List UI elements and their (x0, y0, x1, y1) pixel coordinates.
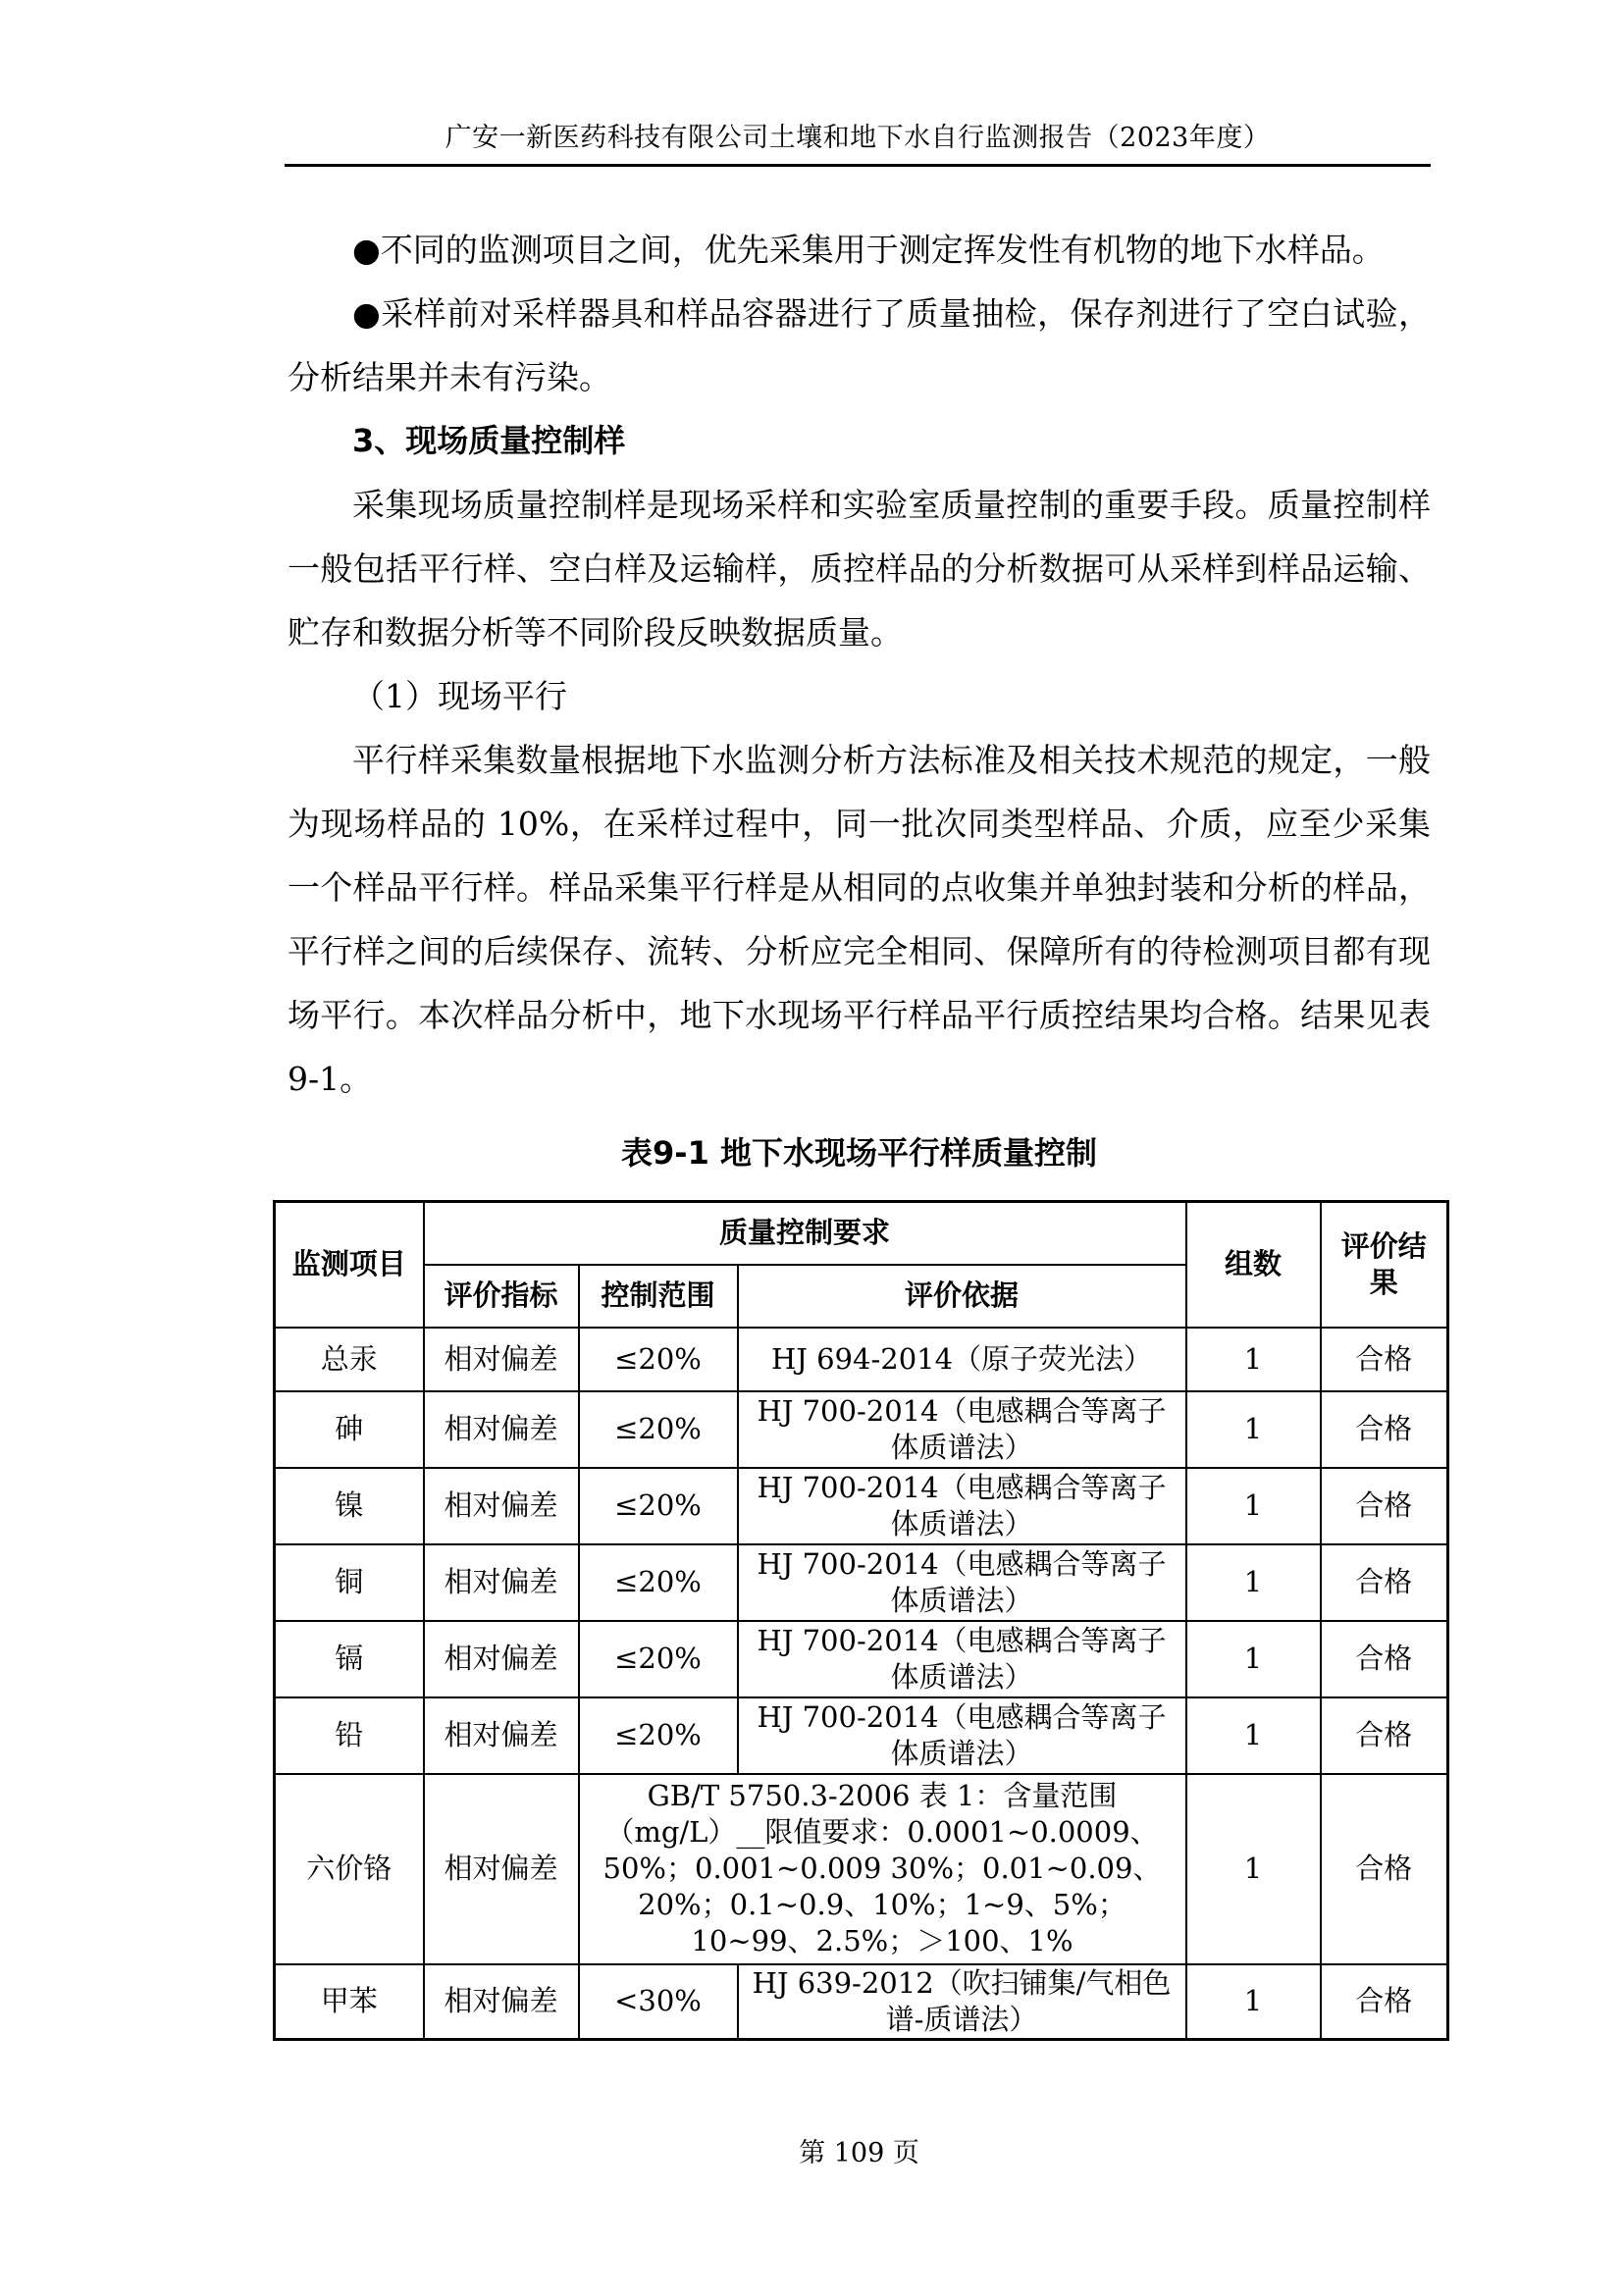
cell-range-and-basis: GB/T 5750.3-2006 表 1：含量范围（mg/L）__限值要求：0.0001~0.0009、50%；0.001~0.009 30%；0.01~0.09、20%；0.1~0.9、10%；1~9、5%；10~99、2.5%；＞100、1% (579, 1774, 1186, 1964)
cell-result: 合格 (1321, 1697, 1448, 1774)
cell-groups: 1 (1186, 1328, 1321, 1391)
header-basis: 评价依据 (738, 1265, 1186, 1328)
section-heading: 3、现场质量控制样 (352, 422, 626, 459)
cell-indicator: 相对偏差 (424, 1697, 579, 1774)
cell-indicator: 相对偏差 (424, 1774, 579, 1964)
cell-basis: HJ 700-2014（电感耦合等离子体质谱法） (738, 1544, 1186, 1621)
cell-range: ≤20% (579, 1697, 738, 1774)
cell-indicator: 相对偏差 (424, 1328, 579, 1391)
table-row (275, 1544, 1448, 1621)
bullet-paragraph-2: ●采样前对采样器具和样品容器进行了质量抽检，保存剂进行了空白试验，分析结果并未有污染。 (288, 294, 1431, 396)
cell-basis: HJ 700-2014（电感耦合等离子体质谱法） (738, 1621, 1186, 1697)
cell-basis: HJ 700-2014（电感耦合等离子体质谱法） (738, 1697, 1186, 1774)
cell-range: ≤20% (579, 1328, 738, 1391)
cell-basis: HJ 639-2012（吹扫铺集/气相色谱-质谱法） (738, 1964, 1186, 2040)
cell-result: 合格 (1321, 1468, 1448, 1544)
cell-indicator: 相对偏差 (424, 1544, 579, 1621)
table-row (275, 1468, 1448, 1544)
cell-basis: HJ 700-2014（电感耦合等离子体质谱法） (738, 1468, 1186, 1544)
cell-range: <30% (579, 1964, 738, 2040)
table-row (275, 1328, 1448, 1391)
cell-groups: 1 (1186, 1774, 1321, 1964)
table-row (275, 1621, 1448, 1697)
header-divider (285, 164, 1431, 167)
cell-result: 合格 (1321, 1621, 1448, 1697)
table-row (275, 1964, 1448, 2040)
cell-indicator: 相对偏差 (424, 1468, 579, 1544)
cell-result: 合格 (1321, 1391, 1448, 1468)
cell-item: 铜 (275, 1544, 424, 1621)
cell-groups: 1 (1186, 1621, 1321, 1697)
header-result: 评价结果 (1321, 1202, 1448, 1328)
cell-item: 总汞 (275, 1328, 424, 1391)
cell-indicator: 相对偏差 (424, 1621, 579, 1697)
page-header-title: 广安一新医药科技有限公司土壤和地下水自行监测报告（2023年度） (445, 123, 1271, 153)
cell-result: 合格 (1321, 1328, 1448, 1391)
cell-indicator: 相对偏差 (424, 1391, 579, 1468)
cell-basis: HJ 700-2014（电感耦合等离子体质谱法） (738, 1391, 1186, 1468)
cell-range: ≤20% (579, 1391, 738, 1468)
page-number: 第 109 页 (799, 2138, 919, 2168)
cell-result: 合格 (1321, 1544, 1448, 1621)
cell-groups: 1 (1186, 1697, 1321, 1774)
cell-range: ≤20% (579, 1621, 738, 1697)
cell-item: 镉 (275, 1621, 424, 1697)
cell-result: 合格 (1321, 1774, 1448, 1964)
cell-groups: 1 (1186, 1544, 1321, 1621)
cell-indicator: 相对偏差 (424, 1964, 579, 2040)
cell-item: 镍 (275, 1468, 424, 1544)
cell-item: 六价铬 (275, 1774, 424, 1964)
header-item: 监测项目 (275, 1202, 424, 1328)
header-range: 控制范围 (579, 1265, 738, 1328)
table-caption: 表9-1 地下水现场平行样质量控制 (621, 1134, 1097, 1172)
qc-table (273, 1200, 1449, 2041)
header-groups: 组数 (1186, 1202, 1321, 1328)
cell-range: ≤20% (579, 1468, 738, 1544)
table-row (275, 1774, 1448, 1964)
header-indicator: 评价指标 (424, 1265, 579, 1328)
cell-groups: 1 (1186, 1391, 1321, 1468)
cell-range: ≤20% (579, 1544, 738, 1621)
paragraph-parallel-samples: 平行样采集数量根据地下水监测分析方法标准及相关技术规范的规定，一般为现场样品的 10%，在采样过程中，同一批次同类型样品、介质，应至少采集一个样品平行样。样品采集平行样是从相同的点收集并单独封装和分析的样品，平行样之间的后续保存、流转、分析应完全相同、保障所有的待检测项目都有现场平行。本次样品分析中，地下水现场平行样品平行质控结果均合格。结果见表 9-1。 (288, 741, 1431, 1098)
table-row (275, 1391, 1448, 1468)
table-row (275, 1697, 1448, 1774)
paragraph-qc-intro: 采集现场质量控制样是现场采样和实验室质量控制的重要手段。质量控制样一般包括平行样、空白样及运输样，质控样品的分析数据可从采样到样品运输、贮存和数据分析等不同阶段反映数据质量。 (288, 486, 1431, 652)
subheading-field-parallel: （1）现场平行 (352, 677, 567, 715)
body-text (288, 218, 1431, 1111)
cell-item: 铅 (275, 1697, 424, 1774)
cell-item: 砷 (275, 1391, 424, 1468)
header-requirement: 质量控制要求 (424, 1202, 1186, 1265)
bullet-paragraph-1: ●不同的监测项目之间，优先采集用于测定挥发性有机物的地下水样品。 (352, 231, 1385, 269)
cell-groups: 1 (1186, 1964, 1321, 2040)
cell-item: 甲苯 (275, 1964, 424, 2040)
cell-result: 合格 (1321, 1964, 1448, 2040)
cell-groups: 1 (1186, 1468, 1321, 1544)
cell-basis: HJ 694-2014（原子荧光法） (738, 1328, 1186, 1391)
